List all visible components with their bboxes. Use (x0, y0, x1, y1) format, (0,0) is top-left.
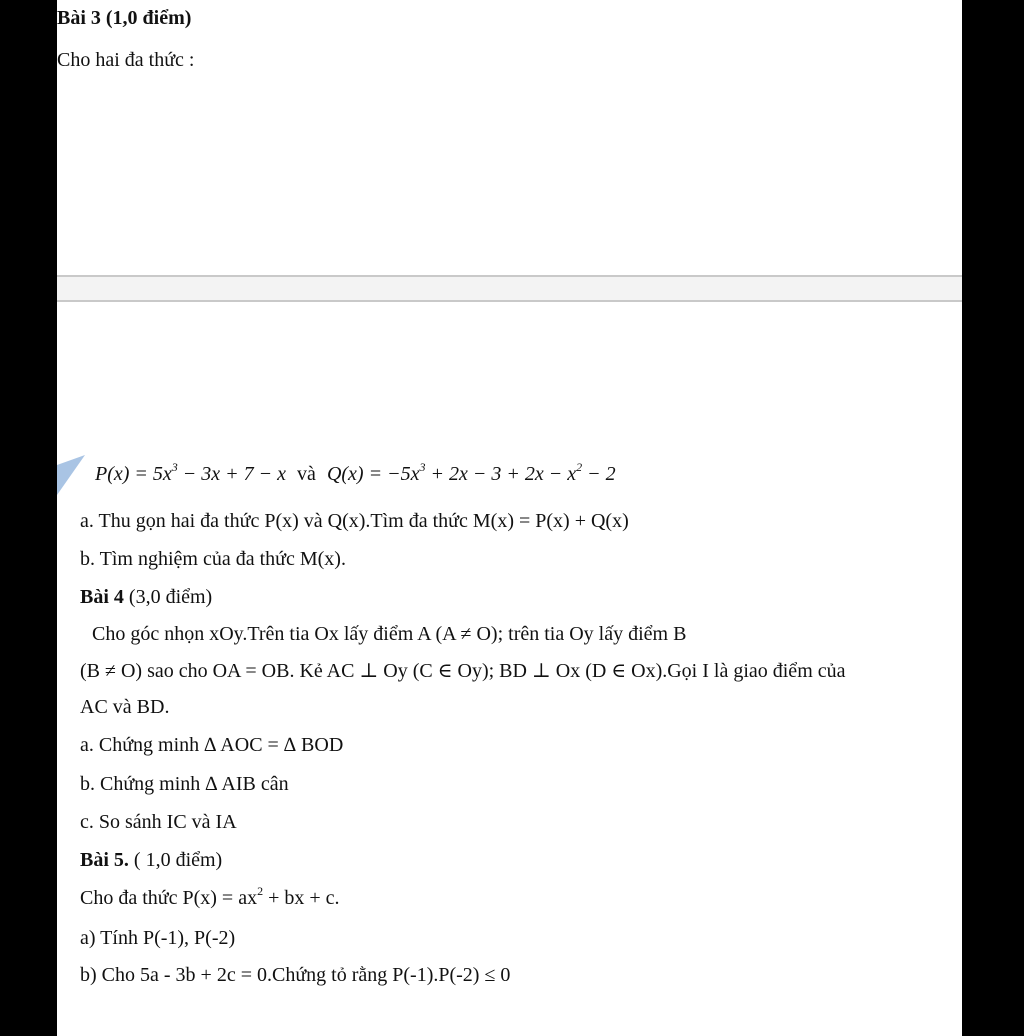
bai5-part-b: b) Cho 5a - 3b + 2c = 0.Chứng tỏ rằng P(-1).P(-2) ≤ 0 (80, 964, 511, 986)
bai5-heading-label: Bài 5. (80, 849, 129, 871)
p-rest: − 3x + 7 − x (177, 463, 287, 485)
q-mid: + 2x − 3 + 2x − x (425, 463, 577, 485)
bai3-heading: Bài 3 (1,0 điểm) (57, 7, 192, 29)
bai3-intro: Cho hai đa thức : (57, 49, 195, 71)
bai5-heading (80, 848, 222, 872)
bai4-part-a: a. Chứng minh ∆ AOC = ∆ BOD (80, 734, 344, 756)
bai4-heading (80, 585, 212, 609)
q-end: − 2 (582, 463, 616, 485)
document-page (57, 0, 962, 1036)
bai4-part-c: c. So sánh IC và IA (80, 811, 237, 833)
bai4-heading-points: (3,0 điểm) (123, 586, 213, 608)
bai5-intro-pre: Cho đa thức P(x) = ax (80, 887, 258, 909)
bai3-part-b: b. Tìm nghiệm của đa thức M(x). (80, 548, 346, 570)
q-exponent: 3 (419, 460, 426, 474)
q-exponent-2: 2 (576, 460, 583, 474)
bai5-heading-points: ( 1,0 điểm) (128, 849, 223, 871)
p-lhs: P(x) = 5x (95, 463, 172, 485)
bai5-intro (80, 886, 340, 910)
page-break-band (57, 275, 962, 302)
p-exponent: 3 (171, 460, 178, 474)
bai5-part-a: a) Tính P(-1), P(-2) (80, 927, 236, 949)
q-lhs: Q(x) = −5x (326, 463, 420, 485)
bai3-part-a: a. Thu gọn hai đa thức P(x) và Q(x).Tìm đa thức M(x) = P(x) + Q(x) (80, 510, 629, 532)
bai4-line-1: Cho góc nhọn xOy.Trên tia Ox lấy điểm A (A ≠ O); trên tia Oy lấy điểm B (92, 623, 687, 645)
bai4-heading-label: Bài 4 (80, 586, 124, 608)
bai5-intro-exponent: 2 (257, 884, 264, 898)
polynomial-formula (95, 462, 616, 486)
bai4-part-b: b. Chứng minh ∆ AIB cân (80, 773, 289, 795)
bai5-intro-post: + bx + c. (263, 887, 340, 909)
formula-connector: và (297, 463, 316, 485)
bai4-line-2: (B ≠ O) sao cho OA = OB. Kẻ AC ⊥ Oy (C ∈ Oy); BD ⊥ Ox (D ∈ Ox).Gọi I là giao điểm của (80, 660, 846, 682)
bai4-line-3: AC và BD. (80, 696, 170, 718)
